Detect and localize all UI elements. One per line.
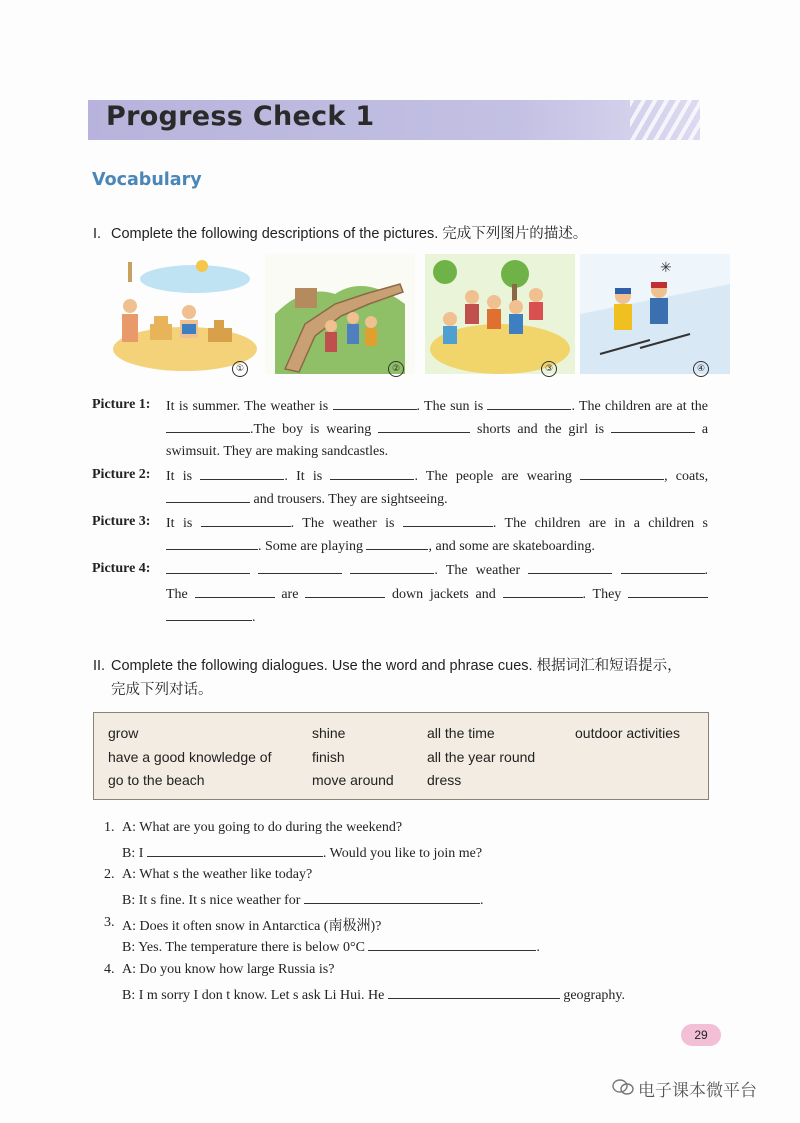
word-cue: grow — [108, 725, 139, 741]
picture-1-label: Picture 1: — [92, 397, 151, 412]
picture-2-line-1: It is . It is . The people are wearing , coats, — [166, 469, 709, 484]
picture-2-line-2: and trousers. They are sightseeing. — [166, 490, 708, 508]
watermark-text: 电子课本微平台 — [638, 1081, 757, 1101]
picture-4-line-3: . — [166, 608, 708, 626]
blank[interactable] — [621, 561, 705, 574]
picture-1-line-2: .The boy is wearing shorts and the girl is a — [166, 420, 708, 438]
picture-2-great-wall — [265, 254, 415, 374]
blank[interactable] — [378, 420, 470, 433]
blank[interactable] — [403, 514, 493, 527]
blank[interactable] — [166, 537, 258, 550]
blank[interactable] — [166, 490, 250, 503]
blank[interactable] — [388, 986, 560, 999]
dialogue-2-number: 2. — [104, 867, 115, 882]
picture-4-line-1: . The weather . — [166, 561, 708, 579]
picture-3-label: Picture 3: — [92, 514, 151, 529]
part1-number: I. — [93, 226, 102, 242]
section-title: Vocabulary — [92, 170, 202, 190]
blank[interactable] — [330, 467, 414, 480]
picture-2-number: ② — [388, 361, 404, 377]
page-number: 29 — [681, 1024, 721, 1046]
blank[interactable] — [503, 585, 583, 598]
blank[interactable] — [628, 585, 708, 598]
dialogue-1-number: 1. — [104, 820, 115, 835]
picture-4-label: Picture 4: — [92, 561, 151, 576]
picture-1-number: ① — [232, 361, 248, 377]
dialogue-4-a: A: Do you know how large Russia is? — [122, 962, 335, 977]
blank[interactable] — [304, 891, 480, 904]
blank[interactable] — [580, 467, 664, 480]
part2-number: II. — [93, 658, 106, 674]
word-cue: move around — [312, 772, 394, 788]
page-title: Progress Check 1 — [106, 101, 375, 132]
picture-2-label: Picture 2: — [92, 467, 151, 482]
blank[interactable] — [305, 585, 385, 598]
picture-3-park — [425, 254, 575, 374]
blank[interactable] — [611, 420, 695, 433]
dialogue-4-b: B: I m sorry I don t know. Let s ask Li Hui. He geography. — [122, 988, 626, 1003]
blank[interactable] — [195, 585, 275, 598]
blank[interactable] — [487, 397, 571, 410]
part1-instruction-text: Complete the following descriptions of the pictures. 完成下列图片的描述。 — [111, 226, 588, 242]
word-cue: outdoor activities — [575, 725, 681, 741]
blank[interactable] — [258, 561, 342, 574]
blank[interactable] — [166, 420, 250, 433]
part2-instruction-text: Complete the following dialogues. Use the word and phrase cues. 根据词汇和短语提示， — [111, 658, 682, 674]
blank[interactable] — [350, 561, 434, 574]
picture-4-skiing — [580, 254, 730, 374]
blank[interactable] — [528, 561, 612, 574]
picture-3-line-1: It is . The weather is . The children are in a children s — [166, 516, 709, 531]
word-cue: finish — [312, 749, 345, 765]
blank[interactable] — [200, 467, 284, 480]
word-cue: have a good knowledge of — [108, 749, 272, 765]
dialogue-3-a: A: Does it often snow in Antarctica (南极洲)? — [122, 919, 382, 934]
dialogue-1-b: B: I . Would you like to join me? — [122, 846, 483, 861]
blank[interactable] — [201, 514, 291, 527]
picture-1-line-3: swimsuit. They are making sandcastles. — [166, 444, 389, 459]
blank[interactable] — [366, 537, 428, 550]
picture-4-number: ④ — [693, 361, 709, 377]
word-cue-box — [93, 712, 709, 800]
word-cue: go to the beach — [108, 772, 205, 788]
svg-text:✳: ✳ — [660, 261, 672, 276]
picture-1-line-1: It is summer. The weather is . The sun is . The children are at the — [166, 399, 708, 414]
part2-instruction — [93, 654, 682, 675]
picture-3-line-2: . Some are playing , and some are skateboarding. — [166, 537, 708, 555]
picture-3-number: ③ — [541, 361, 557, 377]
word-cue: all the time — [427, 725, 495, 741]
word-cue: all the year round — [427, 749, 536, 765]
blank[interactable] — [368, 938, 536, 951]
dialogue-3-number: 3. — [104, 915, 115, 930]
blank[interactable] — [333, 397, 417, 410]
picture-1-beach — [110, 254, 260, 374]
word-cue: dress — [427, 772, 462, 788]
blank[interactable] — [166, 561, 250, 574]
banner-stripes — [630, 100, 700, 140]
blank[interactable] — [166, 608, 252, 621]
picture-4-line-2: The are down jackets and . They — [166, 585, 708, 603]
blank[interactable] — [147, 844, 323, 857]
dialogue-1-a: A: What are you going to do during the weekend? — [122, 820, 403, 835]
dialogue-4-number: 4. — [104, 962, 115, 977]
wechat-icon — [612, 1078, 634, 1096]
dialogue-2-b: B: It s fine. It s nice weather for . — [122, 893, 484, 908]
word-cue: shine — [312, 725, 346, 741]
part2-instruction-line-2: 完成下列对话。 — [111, 682, 213, 698]
dialogue-2-a: A: What s the weather like today? — [122, 867, 313, 882]
dialogue-3-b: B: Yes. The temperature there is below 0°C . — [122, 940, 540, 955]
part1-instruction — [93, 222, 587, 243]
